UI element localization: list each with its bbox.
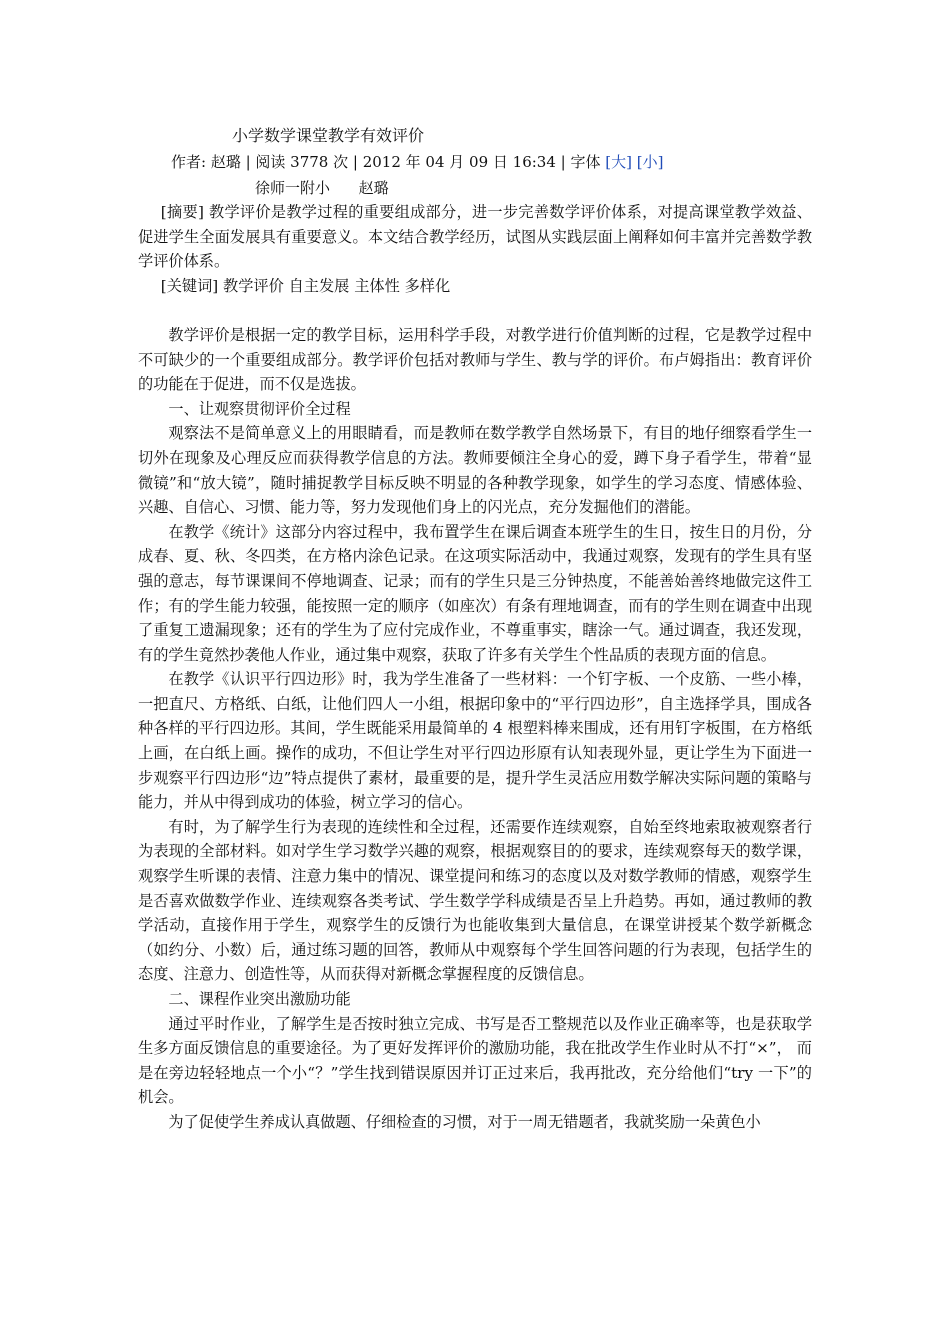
keywords-paragraph: [关键词] 教学评价 自主发展 主体性 多样化 — [160, 276, 451, 295]
body-paragraph: 教学评价是根据一定的教学目标，运用科学手段，对教学进行价值判断的过程，它是教学过程中不可缺少的一个重要组成部分。教学评价包括对教师与学生、教与学的评价。布卢姆指出：教育评价的功能在于促进，而不仅是选拔。 — [138, 325, 812, 394]
document-title: 小学数学课堂教学有效评价 — [232, 126, 425, 145]
section-heading-1: 一、让观察贯彻评价全过程 — [168, 399, 351, 418]
body-paragraph: 在教学《认识平行四边形》时，我为学生准备了一些材料：一个钉字板、一个皮筋、一些小棒，一把直尺、方格纸、白纸，让他们四人一小组，根据印象中的“平行四边形”，自主选择学具，围成各种各样的平行四边形。其间，学生既能采用最简单的 4 根塑料棒来围成，还有用钉字板围，在方格纸上画，在白纸上画。操作的成功，不但让学生对平行四边形原有认知表现外显，更让学生为下面进一步观察平行四边形“边”特点提供了素材，最重要的是，提升学生灵活应用数学解决实际问题的策略与能力，并从中得到成功的体验，树立学习的信心。 — [138, 670, 812, 812]
abstract-paragraph: [摘要] 教学评价是教学过程的重要组成部分，进一步完善数学评价体系，对提高课堂教学效益、促进学生全面发展具有重要意义。本文结合教学经历，试图从实践层面上阐释如何丰富并完善数学教学评价体系。 — [138, 203, 812, 271]
blank-line — [138, 298, 812, 323]
section-heading-2: 二、课程作业突出激励功能 — [168, 990, 351, 1008]
font-large-link[interactable]: [大] — [605, 153, 632, 171]
body-paragraph: 通过平时作业，了解学生是否按时独立完成、书写是否工整规范以及作业正确率等，也是获取学生多方面反馈信息的重要途径。为了更好发挥评价的激励功能，我在批改学生作业时从不打“×”， 而是在旁边轻轻地点一个小“？”学生找到错误原因并订正过来后，我再批改，充分给他们“try 一下”的机会。 — [138, 1014, 812, 1107]
body-paragraph: 在教学《统计》这部分内容过程中，我布置学生在课后调查本班学生的生日，按生日的月份，分成春、夏、秋、冬四类，在方格内涂色记录。在这项实际活动中，我通过观察，发现有的学生具有坚强的意志，每节课课间不停地调查、记录；而有的学生只是三分钟热度，不能善始善终地做完这件工作；有的学生能力较强，能按照一定的顺序（如座次）有条有理地调查，而有的学生则在调查中出现了重复工遗漏现象；还有的学生为了应付完成作业，不尊重事实，瞎涂一气。通过调查，我还发现，有的学生竟然抄袭他人作业，通过集中观察，获取了许多有关学生个性品质的表现方面的信息。 — [138, 522, 812, 664]
meta-text: 作者: 赵璐 | 阅读 3778 次 | 2012 年 04 月 09 日 16:34 | 字体 — [171, 153, 606, 171]
font-small-link[interactable]: [小] — [636, 153, 664, 171]
author-school-line: 徐师一附小 赵璐 — [255, 179, 389, 197]
body-paragraph: 观察法不是简单意义上的用眼睛看，而是教师在数学教学自然场景下，有目的地仔细察看学生一切外在现象及心理反应而获得教学信息的方法。教师要倾注全身心的爱，蹲下身子看学生，带着“显微镜”和“放大镜”，随时捕捉教学目标反映不明显的各种教学现象，如学生的学习态度、情感体验、兴趣、自信心、习惯、能力等，努力发现他们身上的闪光点，充分发掘他们的潜能。 — [138, 424, 812, 517]
body-paragraph: 为了促使学生养成认真做题、仔细检查的习惯，对于一周无错题者，我就奖励一朵黄色小 — [168, 1112, 761, 1131]
body-paragraph: 有时，为了解学生行为表现的连续性和全过程，还需要作连续观察，自始至终地索取被观察者行为表现的全部材料。如对学生学习数学兴趣的观察，根据观察目的的要求，连续观察每天的数学课，观察学生听课的表情、注意力集中的情况、课堂提问和练习的态度以及对数学教师的情感，观察学生是否喜欢做数学作业、连续观察各类考试、学生数学学科成绩是否呈上升趋势。再如，通过教师的教学活动，直接作用于学生，观察学生的反馈行为也能收集到大量信息，在课堂讲授某个数学新概念（如约分、小数）后，通过练习题的回答，教师从中观察每个学生回答问题的行为表现，包括学生的态度、注意力、创造性等，从而获得对新概念掌握程度的反馈信息。 — [138, 817, 812, 984]
article-body — [138, 200, 812, 1135]
article-meta — [171, 150, 663, 174]
